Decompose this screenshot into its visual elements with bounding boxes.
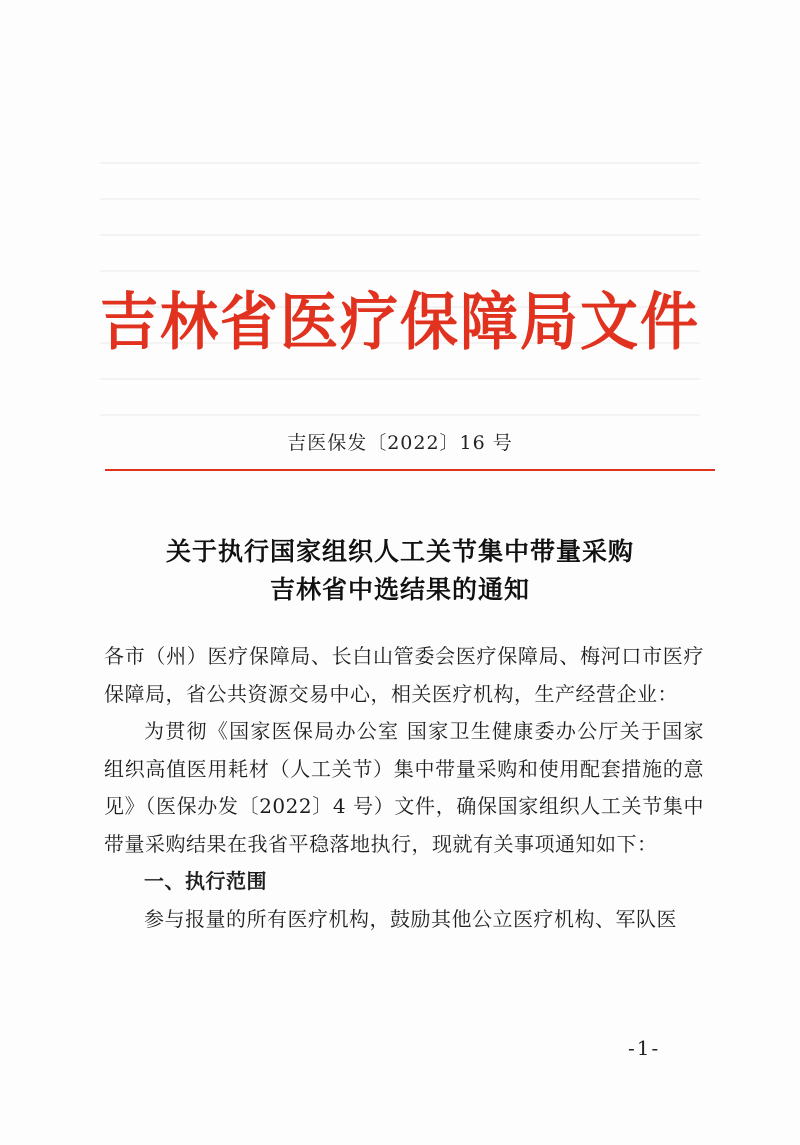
body-paragraph-1: 为贯彻《国家医保局办公室 国家卫生健康委办公厅关于国家组织高值医用耗材（人工关节）集中带量采购和使用配套措施的意见》（医保办发〔2022〕4 号）文件，确保国家组织人工关节集中带量采购结果在我省平稳落地执行，现就有关事项通知如下： [104, 719, 704, 856]
recipients-paragraph: 各市（州）医疗保障局、长白山管委会医疗保障局、梅河口市医疗保障局，省公共资源交易中心，相关医疗机构，生产经营企业： [104, 644, 704, 706]
page-number: -1- [628, 1036, 661, 1060]
document-body [104, 638, 704, 938]
document-number: 吉医保发〔2022〕16 号 [287, 432, 513, 454]
document-title-line-1: 关于执行国家组织人工关节集中带量采购 [165, 537, 634, 566]
section-heading-1: 一、执行范围 [144, 869, 267, 893]
document-title-line-2: 吉林省中选结果的通知 [269, 575, 530, 604]
section-1-text: 参与报量的所有医疗机构，鼓励其他公立医疗机构、军队医 [144, 906, 677, 931]
red-divider-line [105, 469, 715, 471]
letterhead-title: 吉林省医疗保障局文件 [99, 285, 700, 359]
